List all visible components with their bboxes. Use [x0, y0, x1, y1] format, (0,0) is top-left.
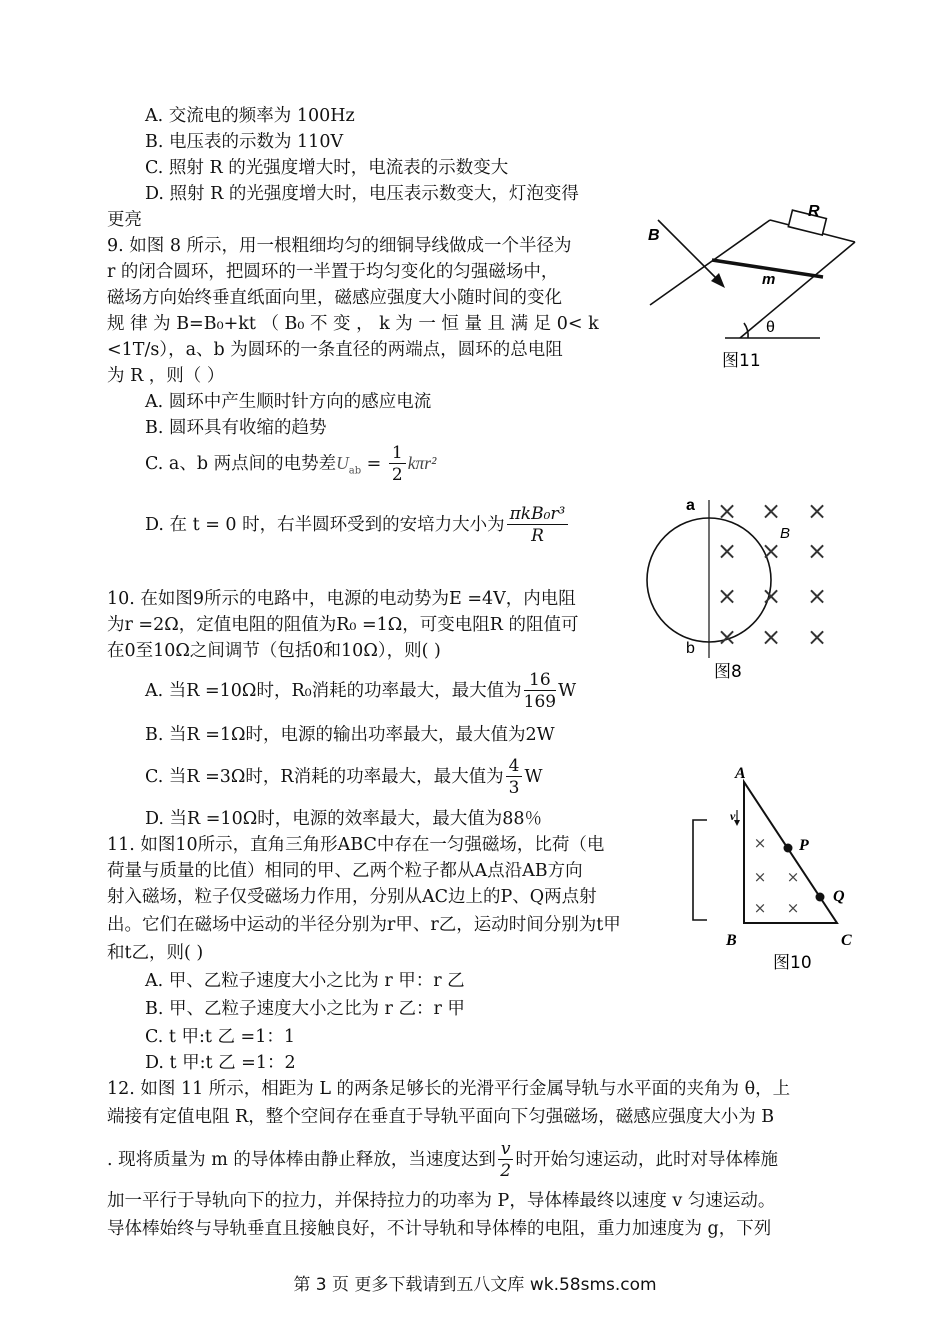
q10-option-c-unit: W	[524, 767, 543, 787]
cross-icon: ×	[760, 623, 782, 651]
q11-option-d: D. t 甲:t 乙 =1：2	[145, 1053, 296, 1073]
cross-icon: ×	[716, 497, 738, 525]
fig10-label-c: C	[841, 932, 852, 949]
q11-line-4: 出。它们在磁场中运动的半径分别为r甲、r乙，运动时间分别为t甲	[107, 915, 621, 935]
fig8-label-b: b	[686, 640, 695, 657]
q9-line-2: r 的闭合圆环，把圆环的一半置于均匀变化的匀强磁场中，	[107, 262, 559, 282]
q9-uab-symbol: U	[336, 453, 349, 473]
q9-line-6: 为 R ，则（ ）	[107, 366, 225, 386]
q8-option-a: A. 交流电的频率为 100Hz	[145, 106, 355, 126]
fraction-denominator: R	[531, 526, 544, 546]
q12-line-3-prefix: . 现将质量为 m 的导体棒由静止释放，当速度达到	[107, 1150, 496, 1170]
figure-8-ring-in-field	[640, 490, 860, 685]
q10-option-d: D. 当R =10Ω时，电源的效率最大，最大值为88％	[145, 809, 542, 829]
q12-line-2: 端接有定值电阻 R，整个空间存在垂直于导轨平面向下匀强磁场，磁感应强度大小为 B	[107, 1107, 775, 1127]
q9-option-b: B. 圆环具有收缩的趋势	[145, 418, 327, 438]
cross-icon: ×	[806, 582, 828, 610]
q8-option-b: B. 电压表的示数为 110V	[145, 132, 344, 152]
q9-line-3: 磁场方向始终垂直纸面向里，磁感应强度大小随时间的变化	[107, 288, 562, 308]
point-p	[784, 844, 793, 853]
field-arrow-line	[658, 220, 722, 284]
cross-icon: ×	[753, 834, 767, 852]
q9-option-d-fraction	[507, 504, 569, 547]
cross-icon: ×	[753, 899, 767, 917]
fig8-label-field: B	[780, 525, 791, 542]
q9-line-5: <1T/s），a、b 为圆环的一条直径的两端点，圆环的总电阻	[107, 340, 563, 360]
q9-option-c-fraction	[389, 443, 406, 486]
fraction-numerator: πkB₀r³	[507, 504, 569, 525]
fig10-label-v: v	[730, 809, 736, 823]
q12-line-4: 加一平行于导轨向下的拉力，并保持拉力的功率为 P，导体棒最终以速度 v 匀速运动。	[107, 1191, 776, 1211]
fraction-numerator: v	[498, 1139, 514, 1160]
q10-option-a	[145, 668, 576, 714]
q11-option-a: A. 甲、乙粒子速度大小之比为 r 甲：r 乙	[145, 971, 465, 991]
fig10-label-q: Q	[833, 888, 845, 905]
q8-option-c: C. 照射 R 的光强度增大时，电流表的示数变大	[145, 158, 509, 178]
q10-option-a-unit: W	[558, 681, 577, 701]
fig10-label-b: B	[726, 932, 737, 949]
cross-icon: ×	[760, 497, 782, 525]
figure-11-inclined-rails	[640, 200, 860, 380]
q11-line-5: 和t乙，则( )	[107, 943, 204, 963]
q10-line-1: 10. 在如图9所示的电路中，电源的电动势为E =4V，内电阻	[107, 589, 576, 609]
fig11-label-theta: θ	[766, 319, 775, 336]
q9-line-4: 规 律 为 B=B₀+kt （ B₀ 不 变 ， k 为 一 恒 量 且 满 足 0< k	[107, 314, 599, 334]
fraction-numerator: 1	[389, 443, 406, 464]
q10-line-3: 在0至10Ω之间调节（包括0和10Ω），则( )	[107, 641, 441, 661]
q10-option-a-fraction	[524, 670, 556, 713]
fig11-label-b: B	[648, 227, 660, 244]
cross-icon: ×	[806, 623, 828, 651]
q10-option-c-fraction	[506, 756, 523, 799]
cross-icon: ×	[806, 497, 828, 525]
figure-10-triangle	[685, 760, 865, 980]
fraction-denominator: 2	[500, 1161, 512, 1181]
particle-source-bracket	[693, 820, 707, 920]
q10-line-2: 为r =2Ω，定值电阻的阻值为R₀ =1Ω，可变电阻R 的阻值可	[107, 615, 579, 635]
fig8-caption: 图8	[714, 662, 742, 682]
q10-option-b: B. 当R =1Ω时，电源的输出功率最大，最大值为2W	[145, 725, 555, 745]
q12-line-5: 导体棒始终与导轨垂直且接触良好，不计导轨和导体棒的电阻，重力加速度为 g，下列	[107, 1219, 772, 1239]
fraction-numerator: 4	[506, 756, 523, 777]
q11-line-2: 荷量与质量的比值）相同的甲、乙两个粒子都从A点沿AB方向	[107, 861, 583, 881]
fig8-label-a: a	[686, 497, 695, 514]
fig11-caption: 图11	[722, 351, 761, 371]
q9-option-d-prefix: D. 在 t = 0 时，右半圆环受到的安培力大小为	[145, 515, 505, 535]
q12-v-half-fraction	[498, 1139, 514, 1182]
q9-option-d	[145, 500, 570, 550]
q11-option-c: C. t 甲:t 乙 =1：1	[145, 1027, 295, 1047]
q11-option-b: B. 甲、乙粒子速度大小之比为 r 乙：r 甲	[145, 999, 465, 1019]
q9-uab-sub: ab	[348, 465, 362, 477]
fraction-numerator: 16	[524, 670, 556, 691]
cross-icon: ×	[760, 582, 782, 610]
page-footer: 第 3 页 更多下载请到五八文库 wk.58sms.com	[293, 1275, 657, 1295]
point-q	[816, 893, 825, 902]
fraction-denominator: 3	[508, 778, 520, 798]
q12-line-3-suffix: 时开始匀速运动，此时对导体棒施	[515, 1150, 778, 1170]
fig10-caption: 图10	[773, 953, 812, 973]
q11-line-1: 11. 如图10所示，直角三角形ABC中存在一匀强磁场，比荷（电	[107, 835, 605, 855]
q9-option-c-post: kπr²	[407, 453, 437, 473]
cross-icon: ×	[716, 582, 738, 610]
q11-line-3: 射入磁场，粒子仅受磁场力作用，分别从AC边上的P、Q两点射	[107, 887, 597, 907]
fig10-label-a: A	[735, 765, 746, 782]
fig11-label-r: R	[808, 203, 820, 220]
cross-icon: ×	[716, 537, 738, 565]
q12-line-3	[107, 1136, 778, 1184]
q9-option-a: A. 圆环中产生顺时针方向的感应电流	[145, 392, 432, 412]
cross-icon: ×	[716, 623, 738, 651]
q9-option-c-eq: =	[361, 454, 387, 474]
q10-option-a-prefix: A. 当R =10Ω时，R₀消耗的功率最大，最大值为	[145, 681, 522, 701]
q10-option-c	[145, 754, 542, 800]
q10-option-c-prefix: C. 当R =3Ω时，R消耗的功率最大，最大值为	[145, 767, 504, 787]
fig10-label-p: P	[799, 837, 809, 854]
fraction-denominator: 169	[523, 692, 557, 712]
q8-option-d-cont: 更亮	[107, 210, 142, 230]
cross-icon: ×	[786, 899, 800, 917]
q8-option-d: D. 照射 R 的光强度增大时，电压表示数变大，灯泡变得	[145, 184, 579, 204]
q9-line-1: 9. 如图 8 所示，用一根粗细均匀的细铜导线做成一个半径为	[107, 236, 572, 256]
fraction-denominator: 2	[391, 465, 403, 485]
q9-option-c-prefix: C. a、b 两点间的电势差	[145, 454, 337, 474]
cross-icon: ×	[786, 868, 800, 886]
cross-icon: ×	[806, 537, 828, 565]
cross-icon: ×	[760, 537, 782, 565]
q12-line-1: 12. 如图 11 所示，相距为 L 的两条足够长的光滑平行金属导轨与水平面的夹角为 θ，上	[107, 1079, 791, 1099]
fig11-label-m: m	[762, 271, 776, 288]
q9-option-c	[145, 440, 436, 495]
cross-icon: ×	[753, 868, 767, 886]
